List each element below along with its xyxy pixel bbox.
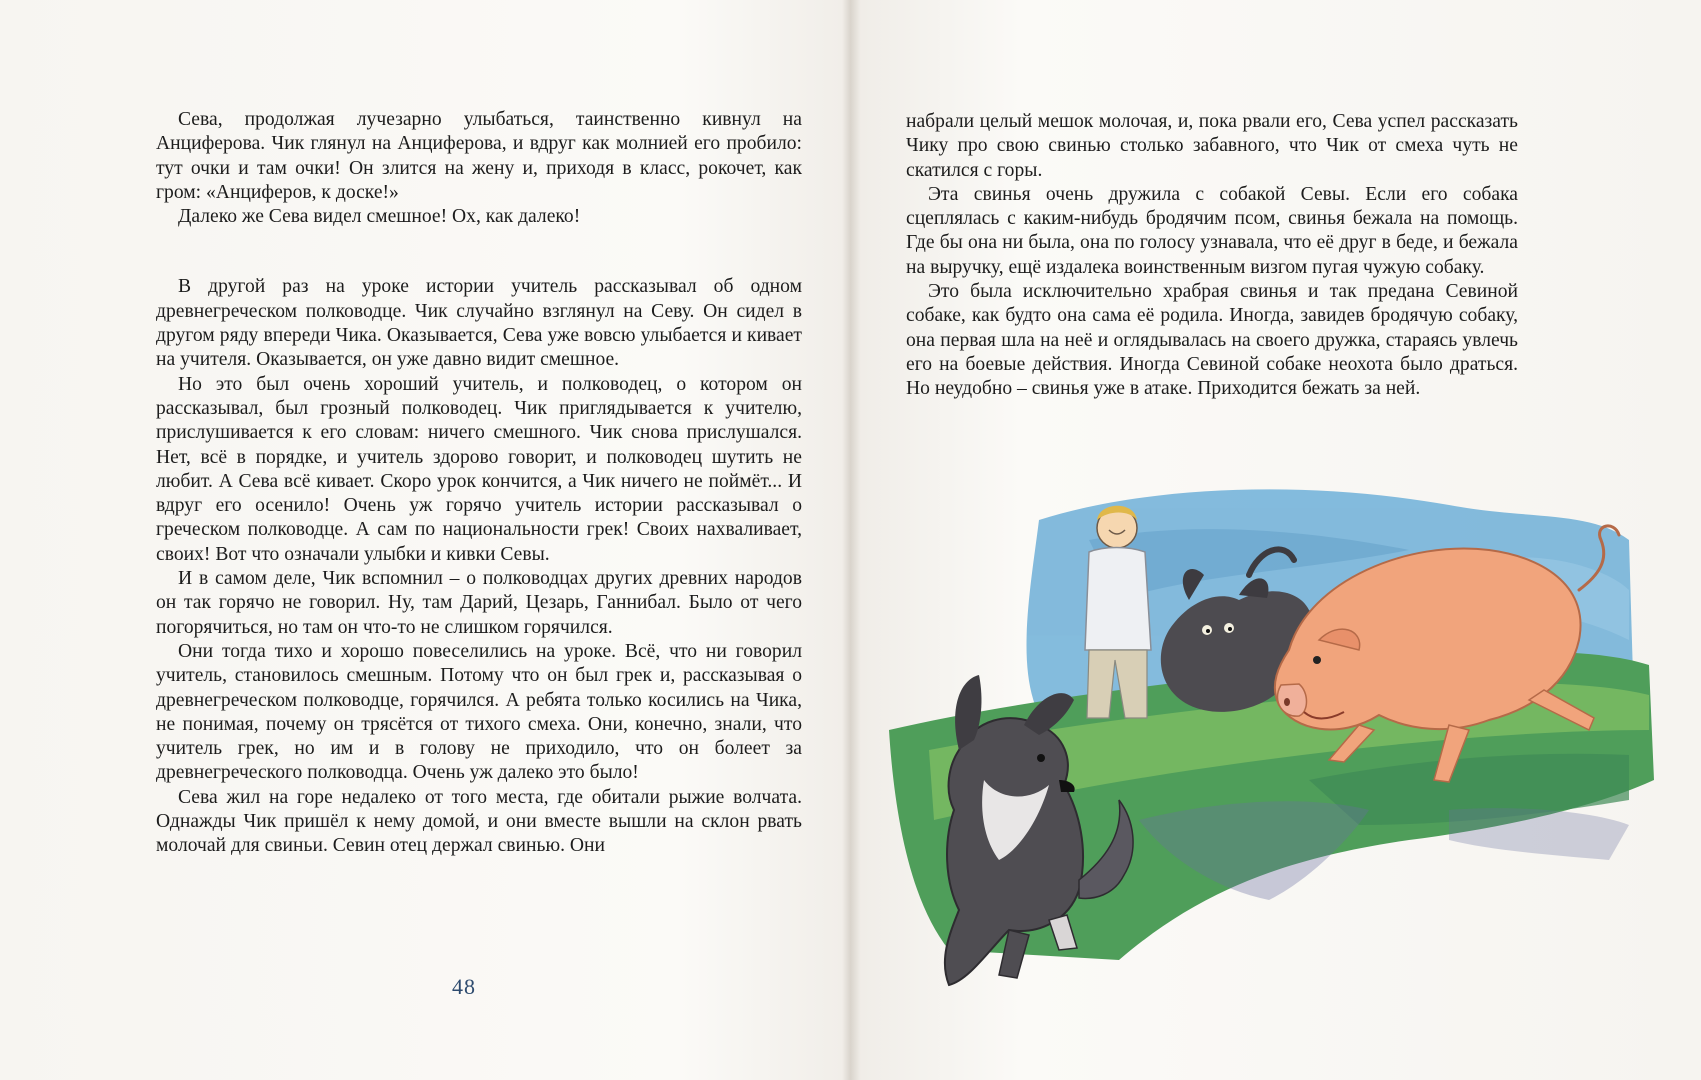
paragraph: Сева жил на горе недалеко от того места, где обитали рыжие волчата. Однажды Чик пришёл к нему домой, и они вместе вышли на склон рвать молочай для свиньи. Севин отец держал свинью. Они (156, 786, 802, 857)
paragraph: В другой раз на уроке истории учитель рассказывал об одном древнегреческом полководце. Чик случайно взглянул на Севу. Он сидел в другом ряду впереди Чика. Оказывается, Сева уже вовсю улыбается и кивает на учителя. Оказывается, он уже давно видит смешное. (156, 276, 802, 371)
paragraph: Но это был очень хороший учитель, и полководец, о котором он рассказывал, был грозный полководец. Чик приглядывается к учителю, прислушивается к его словам: ничего смешного. Чик снова прислушался. Нет, всё в порядке, и учитель здорово говорит, и полководец шутить не любит. А Сева всё кивает. Скоро урок кончится, а Чик ничего не поймёт... И вдруг его осенило! Очень уж горячо учитель истории рассказывал о греческом полководце. А сам по национальности грек! Своих нахваливает, своих! Вот что означали улыбки и кивки Севы. (156, 373, 802, 565)
left-text-column (156, 108, 802, 859)
right-text-column (906, 110, 1518, 402)
paragraph: Это была исключительно храбрая свинья и так предана Севиной собаке, как будто она сама её родила. Иногда, завидев бродячую собаку, она первая шла на неё и оглядывалась на своего дружка, стараясь увлечь его на боевые действия. Иногда Севиной собаке неохота было драться. Но неудобно – свинья уже в атаке. Приходится бежать за ней. (906, 281, 1518, 400)
illustration-boy-dogs-pig (889, 480, 1689, 1010)
paragraph: Сева, продолжая лучезарно улыбаться, таинственно кивнул на Анциферова. Чик глянул на Анциферова, и вдруг как молнией его пробило: тут очки и там очки! Он злится на жену и, приходя в класс, рокочет, как гром: «Анциферов, к доске!» (156, 109, 802, 203)
right-page (851, 0, 1701, 1080)
section-break (156, 229, 802, 275)
page-number: 48 (452, 974, 476, 999)
paragraph: Далеко же Сева видел смешное! Ох, как далеко! (178, 206, 581, 228)
paragraph: Они тогда тихо и хорошо повеселились на уроке. Всё, что ни говорил учитель, становилось смешным. Потому что он был грек и, рассказывая о древнегреческом полководце, горячился. А ребята только косились на Чика, не понимая, почему он трясётся от тихого смеха. Они, конечно, знали, что учитель грек, но им и в голову не приходило, что он болеет за древнегреческого полководца. Очень уж далеко это было! (156, 640, 802, 784)
paragraph: набрали целый мешок молочая, и, пока рвали его, Сева успел рассказать Чику про свою свинью столько забавного, что Чик от смеха чуть не скатился с горы. (906, 111, 1518, 181)
left-page (0, 0, 850, 1080)
paragraph: И в самом деле, Чик вспомнил – о полководцах других древних народов он так горячо не говорил. Ну, там Дарий, Цезарь, Ганнибал. Было от чего погорячиться, но там он что-то не слишком горячился. (156, 568, 802, 638)
paragraph: Эта свинья очень дружила с собакой Севы. Если его собака сцеплялась с каким-нибудь бродячим псом, свинья бежала на помощь. Где бы она ни была, она по голосу узнавала, что её друг в беде, и бежала на выручку, ещё издалека воинственным визгом пугая чужую собаку. (906, 183, 1518, 278)
